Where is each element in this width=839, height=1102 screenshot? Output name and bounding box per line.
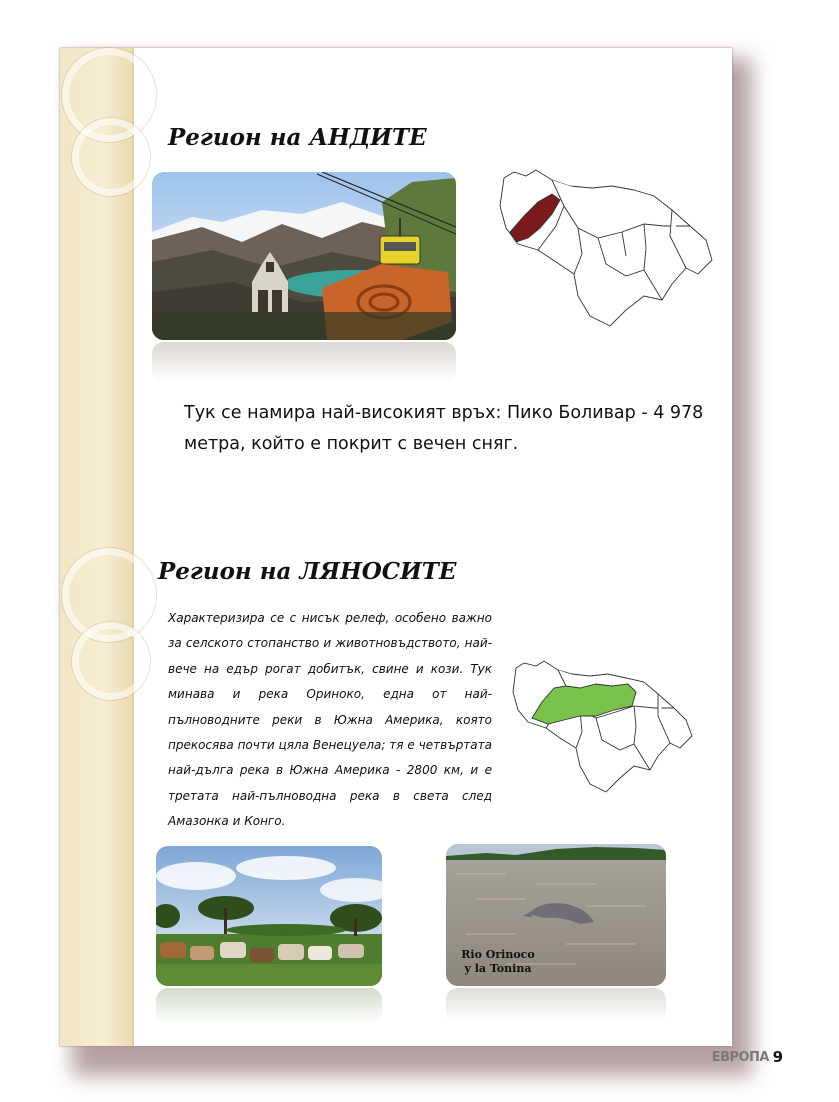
decorative-ring [72, 118, 150, 196]
andes-heading: Регион на АНДИТЕ [168, 124, 427, 151]
llanos-body-text [158, 606, 492, 835]
andes-photo-reflection [152, 342, 456, 382]
llanos-heading: Регион на ЛЯНОСИТЕ [158, 558, 457, 585]
cattle-photo-reflection [156, 988, 382, 1024]
andes-paragraph: Тук се намира най-високият връх: Пико Боливар - 4 978 метра, който е покрит с вечен сняг. [184, 403, 704, 454]
llanos-paragraph: Характеризира се с нисък релеф, особено важно за селското стопанство и животновъдството, най-вече на едър рогат добитък, свине и кози. Тук минава и река Ориноко, една от най-пълноводните реки в Южна Америка, която прекосява почти цяла Венецуела; тя е четвъртата най-дълга река в Южна Америка - 2800 км, и е третата най-пълноводна река в света след Амазонка и Конго. [168, 611, 492, 829]
footer-brand-logo: ЕВРОПА [711, 1050, 769, 1065]
orinoco-caption [458, 948, 538, 976]
decorative-side-strip [60, 48, 134, 1046]
caption-line-2: y la Tonina [464, 962, 532, 975]
caption-line-1: Rio Orinoco [461, 948, 535, 961]
llanos-cattle-photo [156, 846, 382, 986]
andes-photo [152, 172, 456, 340]
decorative-ring [72, 622, 150, 700]
andes-body-text [148, 398, 708, 460]
orinoco-photo-reflection [446, 988, 666, 1022]
page-number: 9 [772, 1048, 783, 1066]
venezuela-map-andes [494, 166, 716, 332]
venezuela-map-llanos [508, 658, 696, 796]
